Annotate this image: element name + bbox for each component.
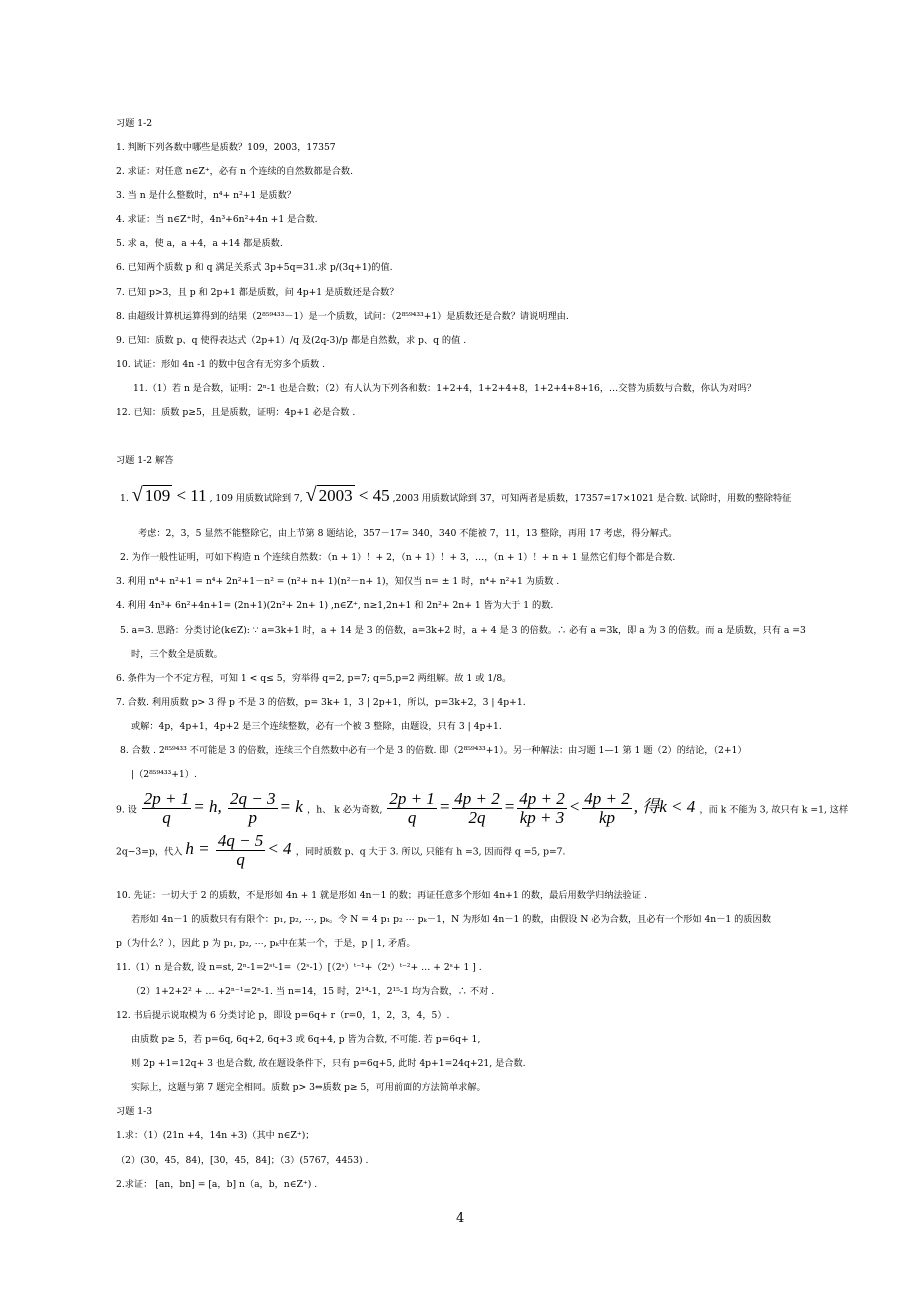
exercise-item: 12. 已知：质数 p≥5，且是质数，证明：4p+1 必是合数 . bbox=[116, 407, 356, 418]
answer-text: 4. 利用 4n³+ 6n²+4n+1= (2n+1)(2n²+ 2n+ 1) ,n∈Z⁺, n≥1,2n+1 和 2n²+ 2n+ 1 皆为大于 1 的数. bbox=[116, 600, 554, 611]
exercise-item: 11.（1）若 n 是合数，证明：2ⁿ-1 也是合数；（2）有人认为下列各和数：1+2+4，1+2+4+8，1+2+4+8+16，…交替为质数与合数，你认为对吗？ bbox=[133, 383, 757, 394]
exercise-item: 7. 已知 p>3，且 p 和 2p+1 都是质数，问 4p+1 是质数还是合数？ bbox=[116, 287, 399, 298]
section-title: 习题 1-2 解答 bbox=[116, 455, 174, 466]
exercise-item: 9. 已知：质数 p、q 使得表达式（2p+1）/q 及(2q-3)/p 都是自然数，求 p、q 的值 . bbox=[116, 335, 467, 346]
exercise-item: 10. 试证：形如 4n -1 的数中包含有无穷多个质数 . bbox=[116, 359, 326, 370]
exercise-item: 2.求证： [an，bn] = [a，b] n（a，b，n∈Z⁺) . bbox=[116, 1179, 318, 1190]
section-title: 习题 1-2 bbox=[116, 118, 153, 129]
answer-text: 实际上，这题与第 7 题完全相同。质数 p> 3⇔质数 p≥ 5，可用前面的方法简单求解。 bbox=[131, 1082, 486, 1093]
answer-1: 1. √ 109 < 11 , 109 用质数试除到 7, √ 2003 < 45 ,2003 用质数试除到 37，可知两者是质数，17357=17×1021 是合数. 试除时，用数的整除特征 bbox=[120, 484, 792, 506]
answer-text: 3. 利用 n⁴+ n²+1 = n⁴+ 2n²+1－n² = (n²+ n+ 1)(n²－n+ 1)，知仅当 n= ± 1 时，n⁴+ n²+1 为质数 . bbox=[116, 576, 560, 587]
answer-text: |（2⁸⁵⁹⁴³³+1）. bbox=[131, 769, 197, 780]
section-title: 习题 1-3 bbox=[116, 1106, 153, 1117]
answer-9-cont: 2q−3=p，代入 h = $\frac{4q - 5}{q}$ < 4 ，同时质数 p、q 大于 3. 所以, 只能有 h =3, 因而得 q =5, p=7. bbox=[116, 831, 566, 869]
exercise-item: 6. 已知两个质数 p 和 q 满足关系式 3p+5q=31.求 p/(3q+1)的值. bbox=[116, 262, 393, 273]
answer-text: p（为什么？），因此 p 为 p₁, p₂, ⋯, pₖ中在某一个，于是，p | 1, 矛盾。 bbox=[116, 938, 416, 949]
page-number: 4 bbox=[456, 1211, 465, 1226]
exercise-item: 4. 求证：当 n∈Z⁺时，4n³+6n²+4n +1 是合数. bbox=[116, 214, 318, 225]
radicand: 2003 bbox=[318, 486, 353, 505]
answer-text: 考虑：2，3，5 显然不能整除它，由上节第 8 题结论，357－17= 340，340 不能被 7，11，13 整除，再用 17 考虑，得分解式。 bbox=[138, 528, 678, 539]
answer-text: 7. 合数. 利用质数 p> 3 得 p 不是 3 的倍数，p= 3k+ 1，3 | 2p+1，所以，p=3k+2，3 | 4p+1. bbox=[116, 697, 526, 708]
exercise-item: 1. 判断下列各数中哪些是质数？109，2003，17357 bbox=[116, 142, 336, 153]
answer-text: 若形如 4n－1 的质数只有有限个：p₁, p₂, ⋯, pₖ。令 N = 4 p₁ p₂ ⋯ pₖ－1，N 为形如 4n－1 的数，由假设 N 必为合数，且必有一个形如 4n－1 的质因数 bbox=[131, 914, 771, 925]
answer-text: 5. a=3. 思路：分类讨论(k∈Z): ∵ a=3k+1 时，a + 14 是 3 的倍数，a=3k+2 时，a + 4 是 3 的倍数。∴ 必有 a =3k，即 a 为 3 的倍数。而 a 是质数，只有 a =3 bbox=[120, 625, 806, 636]
answer-text: 2. 为作一般性证明，可如下构造 n 个连续自然数：（n + 1）！+ 2，（n + 1）！+ 3，…，（n + 1）！+ n + 1 显然它们每个都是合数. bbox=[120, 552, 676, 563]
exercise-item: 3. 当 n 是什么整数时，n⁴+ n²+1 是质数？ bbox=[116, 190, 296, 201]
radicand: 109 bbox=[144, 486, 171, 505]
answer-text: （2）1+2+2² + … +2ⁿ⁻¹=2ⁿ-1. 当 n=14，15 时，2¹⁴-1，2¹⁵-1 均为合数，∴ 不对 . bbox=[131, 986, 495, 997]
answer-text: 则 2p +1=12q+ 3 也是合数, 故在题设条件下，只有 p=6q+5, 此时 4p+1=24q+21, 是合数. bbox=[131, 1058, 526, 1069]
exercise-item: 5. 求 a，使 a，a +4，a +14 都是质数. bbox=[116, 238, 283, 249]
answer-text: 或解：4p，4p+1，4p+2 是三个连续整数，必有一个被 3 整除，由题设，只有 3 | 4p+1. bbox=[131, 721, 502, 732]
answer-text: 12. 书后提示说取模为 6 分类讨论 p，即设 p=6q+ r（r=0，1，2，3，4，5）. bbox=[116, 1010, 450, 1021]
inequality: < 45 bbox=[358, 486, 390, 505]
inequality: < 11 bbox=[176, 486, 207, 505]
exercise-item: 8. 由超级计算机运算得到的结果（2⁸⁵⁹⁴³³－1）是一个质数，试问：（2⁸⁵⁹⁴³³+1）是质数还是合数？请说明理由. bbox=[116, 311, 569, 322]
answer-text: 由质数 p≥ 5，若 p=6q, 6q+2, 6q+3 或 6q+4, p 皆为合数, 不可能. 若 p=6q+ 1, bbox=[131, 1034, 481, 1045]
exercise-item: 2. 求证：对任意 n∈Z⁺，必有 n 个连续的自然数都是合数. bbox=[116, 166, 353, 177]
exercise-item: 1.求：（1）(21n +4，14n +3)（其中 n∈Z⁺)； bbox=[116, 1130, 315, 1141]
exercise-item: （2）(30，45，84)，[30，45，84]；（3）(5767，4453) . bbox=[116, 1155, 369, 1166]
answer-text: 11.（1）n 是合数, 设 n=st, 2ⁿ-1=2ˢᵗ-1=（2ˢ-1）[（2ˢ）ᵗ⁻¹+（2ˢ）ᵗ⁻²+ … + 2ˢ+ 1 ] . bbox=[116, 962, 482, 973]
answer-text: 8. 合数 . 2⁸⁵⁹⁴³³ 不可能是 3 的倍数，连续三个自然数中必有一个是 3 的倍数. 即（2⁸⁵⁹⁴³³+1）。另一种解法：由习题 1—1 第 1 题（2）的结论，（2+1） bbox=[120, 745, 747, 756]
answer-text: 6. 条件为一个不定方程，可知 1 < q≤ 5，穷举得 q=2, p=7; q=5,p=2 两组解。故 1 或 1/8。 bbox=[116, 673, 512, 684]
answer-text: 时，三个数全是质数。 bbox=[131, 649, 223, 660]
answer-9: 9. 设 $\frac{2p + 1}{q}$ = h, $\frac{2q - 3}{p}$ = k ，h、 k 必为奇数, $\frac{2p + 1}{q}$ = $\frac{4p + 2}{2q}$ = $\frac{4p + 2}{kp + 3}$ < $\frac{4p + 2}{kp}$ , 得k < 4 ，而 k 不能为 3, 故只有 k =1, 这样 bbox=[116, 789, 849, 827]
answer-text: 10. 先证：一切大于 2 的质数，不是形如 4n + 1 就是形如 4n－1 的数；再证任意多个形如 4n+1 的数，最后用数学归纳法验证 . bbox=[116, 890, 647, 901]
